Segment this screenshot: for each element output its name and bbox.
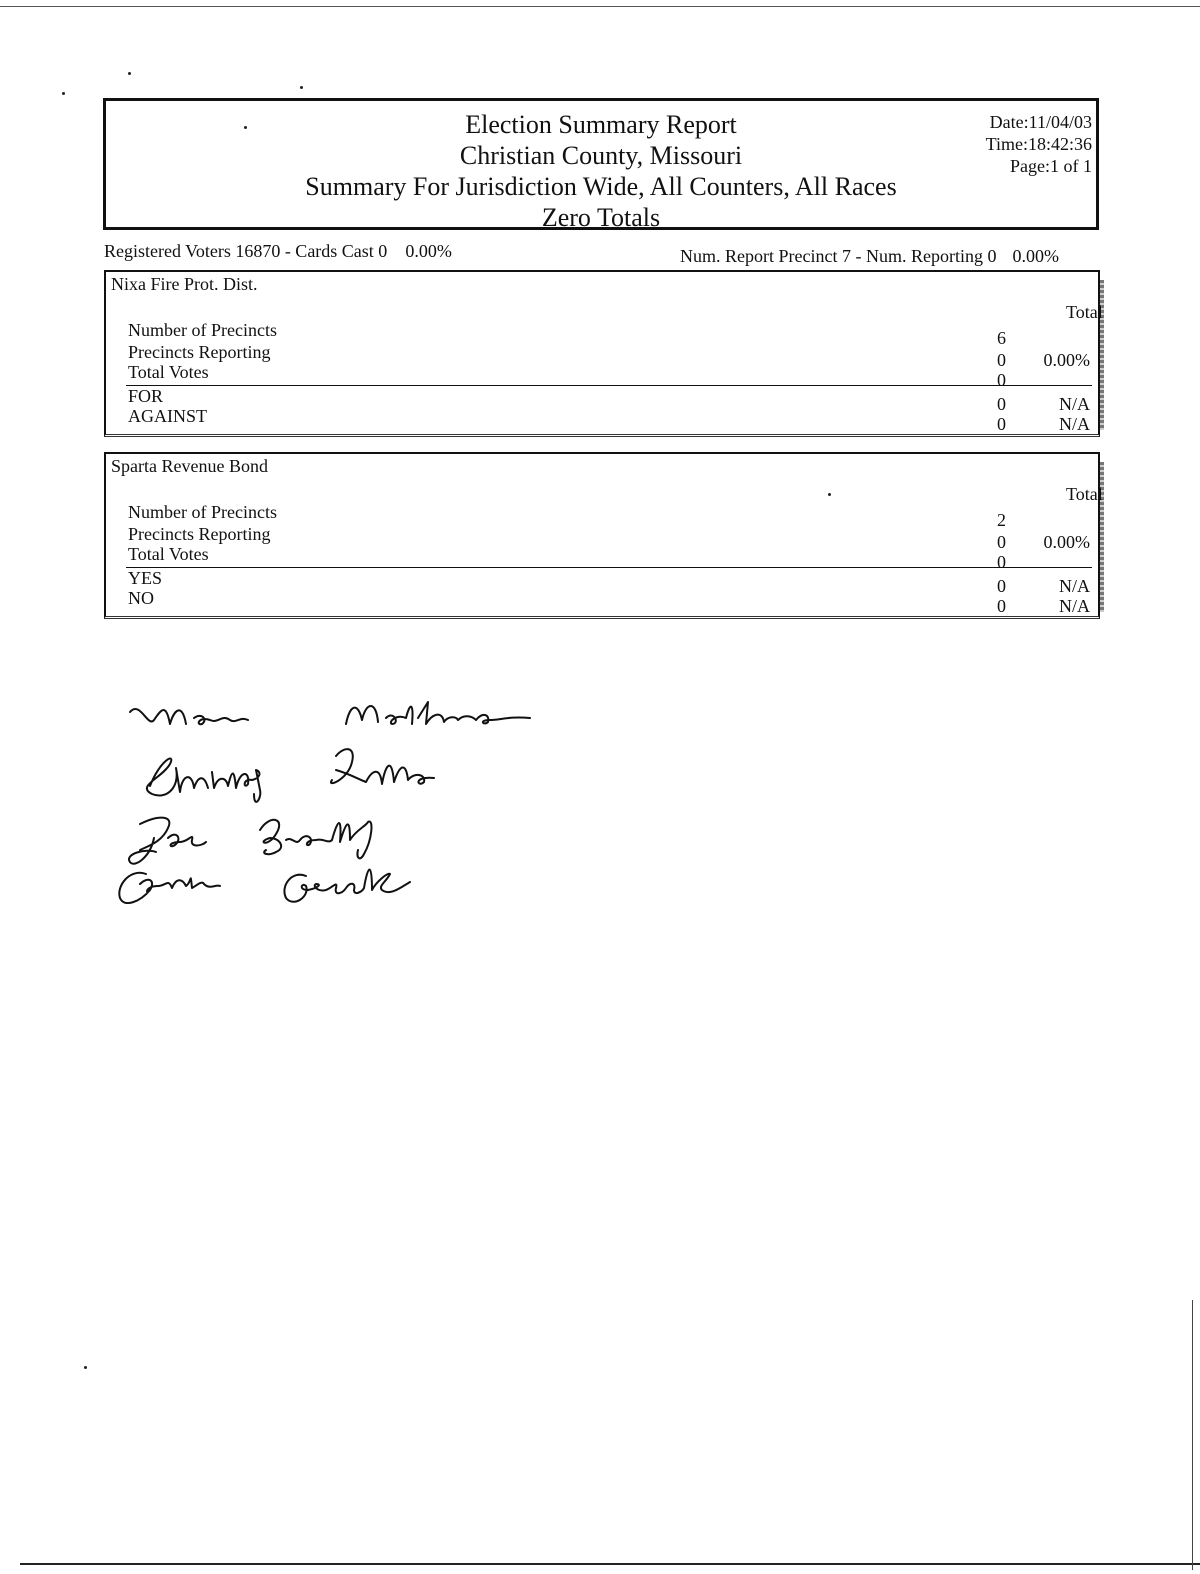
table-row [106,386,1098,414]
row-value: 0 [997,370,1006,390]
row-label: Number of Precincts [128,502,277,522]
row-label: YES [128,568,163,588]
row-value: 0 [997,576,1006,596]
report-header [103,98,1099,230]
totals-label: Zero Totals [541,203,661,232]
report-title: Election Summary Report [465,110,737,139]
table-row [106,588,1098,616]
total-column-header: Total [1066,302,1103,322]
table-row [106,320,1098,348]
precinct-reporting-summary [680,246,1059,267]
table-row [106,544,1098,572]
row-pct: N/A [1059,596,1090,616]
signature-1 [130,702,530,724]
table-row [106,342,1098,370]
table-row [106,362,1098,390]
row-label: Total Votes [128,362,209,382]
row-pct: N/A [1059,394,1090,414]
row-label: AGAINST [128,406,207,426]
row-value: 0 [997,350,1006,370]
scan-edge-top [0,6,1200,7]
scan-speck [62,92,65,95]
row-pct: 0.00% [1043,532,1090,552]
race-title: Sparta Revenue Bond [111,456,268,476]
race-box [104,270,1103,437]
row-value: 0 [997,552,1006,572]
row-value: 0 [997,414,1006,434]
report-subtitle: Summary For Jurisdiction Wide, All Counters, All Races [305,172,897,201]
row-label: Number of Precincts [128,320,277,340]
table-row [106,502,1098,530]
signatures [110,690,550,920]
scan-edge-bottom [20,1563,1200,1565]
total-column-header: Total [1066,484,1103,504]
precinct-reporting-text: Num. Report Precinct 7 - Num. Reporting 0 [680,246,997,266]
table-row [106,568,1098,596]
registered-voters-summary [104,241,452,262]
row-pct: N/A [1059,414,1090,434]
signature-2 [147,749,434,802]
row-value: 0 [997,596,1006,616]
county-name: Christian County, Missouri [459,141,743,170]
reporting-pct: 0.00% [1012,246,1059,266]
row-label: FOR [128,386,164,406]
row-value: 0 [997,532,1006,552]
report-meta [986,111,1092,177]
scan-speck [300,86,303,89]
row-value: 0 [997,394,1006,414]
registered-voters-text: Registered Voters 16870 - Cards Cast 0 [104,241,388,261]
table-row [106,406,1098,434]
cards-cast-pct: 0.00% [405,241,452,261]
report-date: Date:11/04/03 [989,112,1092,132]
row-label: Total Votes [128,544,209,564]
row-label: Precincts Reporting [128,524,271,544]
scan-speck [84,1366,87,1369]
scan-edge-right [1192,1300,1193,1570]
header-title-block [106,109,1096,233]
row-pct: N/A [1059,576,1090,596]
race-title: Nixa Fire Prot. Dist. [111,274,258,294]
scan-speck [128,72,131,75]
table-row [106,524,1098,552]
signature-3 [129,818,372,864]
row-value: 2 [997,510,1006,530]
race-box [104,452,1103,619]
row-pct: 0.00% [1043,350,1090,370]
signature-4 [119,870,410,904]
row-label: Precincts Reporting [128,342,271,362]
row-value: 6 [997,328,1006,348]
report-time: Time:18:42:36 [985,134,1092,154]
row-label: NO [128,588,154,608]
report-page: Page:1 of 1 [1010,156,1092,176]
